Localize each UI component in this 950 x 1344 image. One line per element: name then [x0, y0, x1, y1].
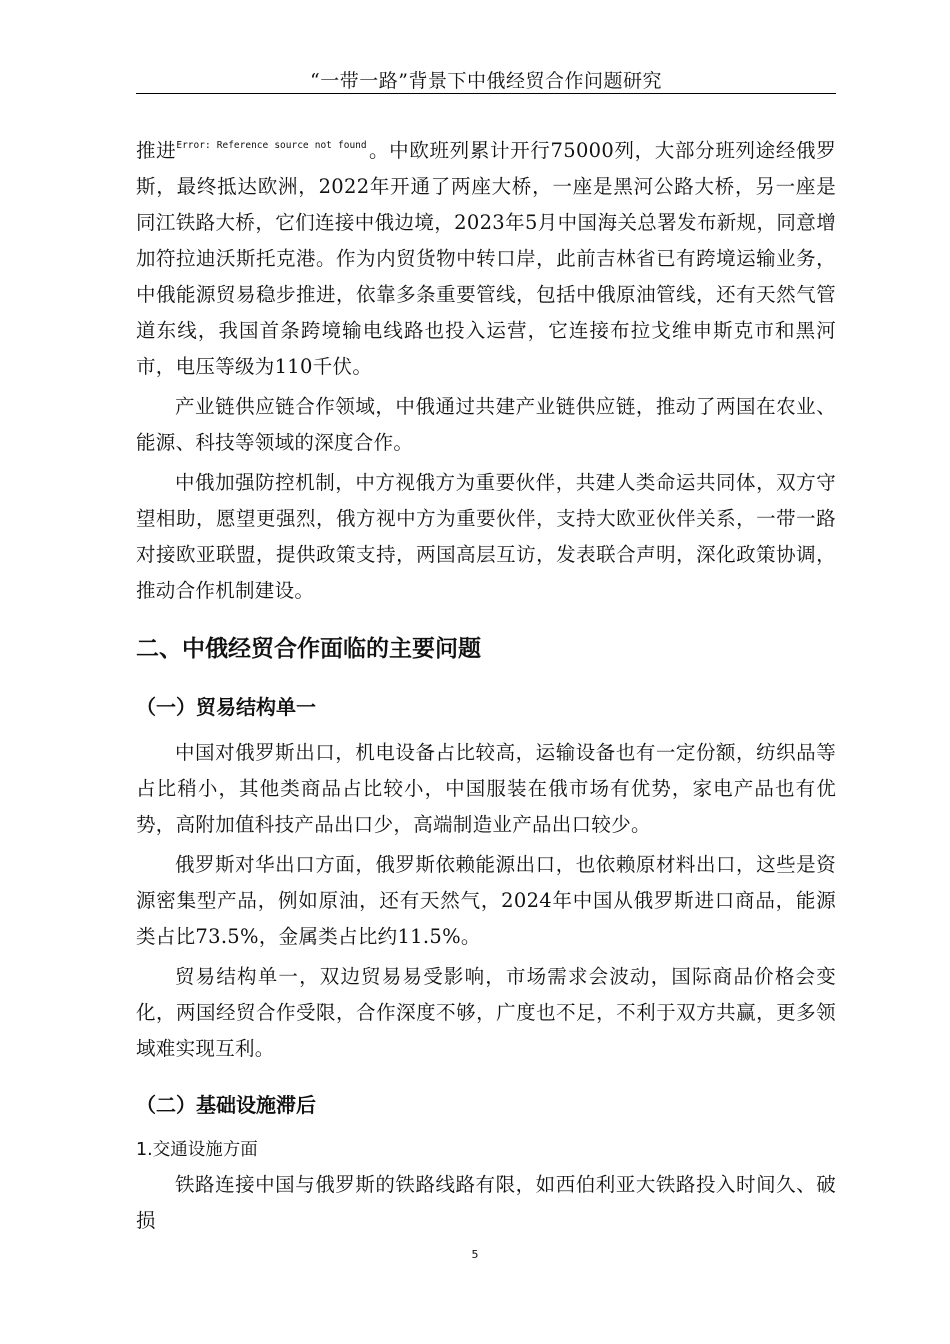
paragraph-lead: 推进: [136, 139, 177, 162]
header-rule: [136, 93, 836, 94]
paragraph-trade-impact: 贸易结构单一，双边贸易易受影响，市场需求会波动，国际商品价格会变化，两国经贸合作受限，合作深度不够，广度也不足，不利于双方共赢，更多领域难实现互利。: [136, 965, 836, 1060]
section-heading: 二、中俄经贸合作面临的主要问题: [136, 636, 481, 662]
paragraph-text: 。中欧班列累计开行75000列，大部分班列途经俄罗斯，最终抵达欧洲，2022年开通了两座大桥，一座是黑河公路大桥，另一座是同江铁路大桥，它们连接中俄边境，2023年5月中国海关总署发布新规，同意增加符拉迪沃斯托克港。作为内贸货物中转口岸，此前吉林省已有跨境运输业务，中俄能源贸易稳步推进，依靠多条重要管线，包括中俄原油管线，还有天然气管道东线，我国首条跨境输电线路也投入运营，它连接布拉戈维申斯克市和黑河市，电压等级为110千伏。: [136, 139, 836, 378]
subsection-heading-infrastructure: （二）基础设施滞后: [136, 1093, 316, 1117]
page-number: 5: [471, 1248, 479, 1261]
subsection-heading-trade-structure: （一）贸易结构单一: [136, 695, 316, 719]
running-header: “一带一路”背景下中俄经贸合作问题研究: [310, 70, 662, 92]
page-body: [136, 128, 836, 1239]
sub-subsection-heading-transport: 1.交通设施方面: [136, 1140, 258, 1160]
paragraph-supply-chain: 产业链供应链合作领域，中俄通过共建产业链供应链，推动了两国在农业、能源、科技等领域的深度合作。: [136, 395, 836, 454]
paragraph-mechanism: 中俄加强防控机制，中方视俄方为重要伙伴，共建人类命运共同体，双方守望相助，愿望更强烈，俄方视中方为重要伙伴，支持大欧亚伙伴关系，一带一路对接欧亚联盟，提供政策支持，两国高层互访，发表联合声明，深化政策协调，推动合作机制建设。: [136, 471, 836, 602]
paragraph-infrastructure: [136, 128, 836, 385]
paragraph-china-exports: 中国对俄罗斯出口，机电设备占比较高，运输设备也有一定份额，纺织品等占比稍小，其他类商品占比较小，中国服装在俄市场有优势，家电产品也有优势，高附加值科技产品出口少，高端制造业产品出口较少。: [136, 741, 836, 836]
broken-reference: Error: Reference source not found: [176, 140, 367, 151]
paragraph-russia-exports: 俄罗斯对华出口方面，俄罗斯依赖能源出口，也依赖原材料出口，这些是资源密集型产品，例如原油，还有天然气，2024年中国从俄罗斯进口商品，能源类占比73.5%，金属类占比约11.5%。: [136, 853, 836, 948]
paragraph-railway: 铁路连接中国与俄罗斯的铁路线路有限，如西伯利亚大铁路投入时间久、破损: [136, 1173, 836, 1232]
